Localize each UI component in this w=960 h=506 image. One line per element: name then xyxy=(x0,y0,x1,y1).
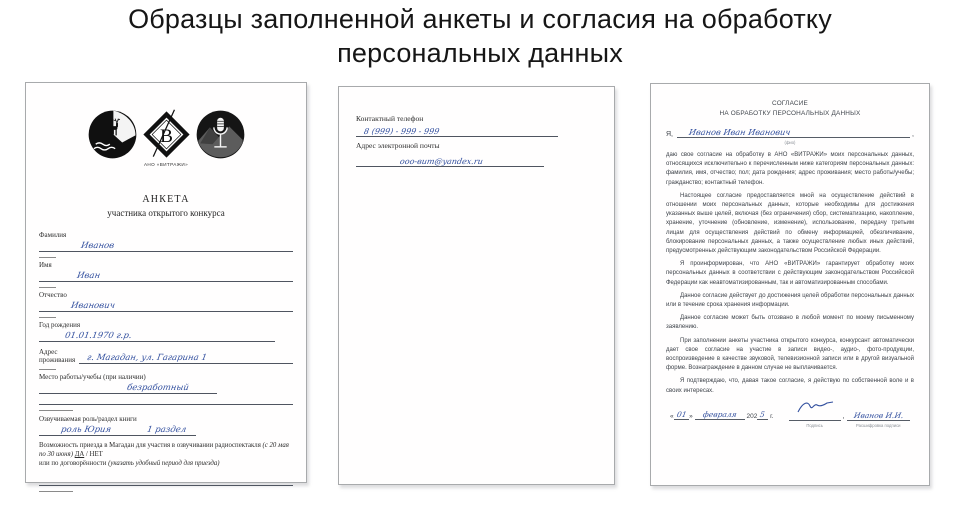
scan-dash xyxy=(39,314,56,318)
consent-paragraph: При заполнении анкеты участника открытого конкурса, конкурсант автоматически дает свое согласие на участие в записи видео-, аудио-, фото-продукции, воспроизведение в качестве звуковой, телевизионной записи или в другой визуальной форме. Вознаграждение в данном случае не выплачивается. xyxy=(666,337,914,372)
field-line xyxy=(356,124,558,137)
phone-label: Контактный телефон xyxy=(356,114,424,123)
field-address: Адрес проживания г. Магадан, ул. Гагарина 1 xyxy=(39,348,293,370)
field-line xyxy=(39,424,196,436)
field-line xyxy=(39,300,293,312)
page-title xyxy=(0,2,960,70)
field-surname: Фамилия Иванов xyxy=(39,231,293,258)
handwritten-role: роль Юрия xyxy=(60,425,112,435)
consent-paragraph: Настоящее согласие предоставляется мной на осуществление действий в отношении моих персональных данных, которые необходимы для достижения указанных выше целей, включая (без ограничения) сбор, систематизацию, накопление, хранение, уточнение (обновление, изменение), использование, передачу третьим лицам для осуществления действий по обмену информацией, обезличивание, блокирование персональных данных, а также осуществление любых иных действий, предусмотренных действующим законодательством Российской Федерации. xyxy=(666,192,914,255)
field-role: Озвучиваемая роль/раздел книги роль Юрия 1 раздел xyxy=(39,415,293,436)
scan-dash xyxy=(39,407,73,411)
questionnaire-fields xyxy=(26,231,306,492)
handwritten-name: Иван xyxy=(76,271,101,281)
questionnaire-heading xyxy=(26,194,306,218)
field-line xyxy=(39,382,217,394)
handwritten-section: 1 раздел xyxy=(146,425,187,435)
signature-block: Подпись , Иванов И.И. Расшифровка подписи xyxy=(789,405,910,428)
signature-flourish xyxy=(796,400,834,420)
scan-dash xyxy=(39,366,56,370)
handwritten-day: 01 xyxy=(674,410,690,420)
handwritten-email: ооо-вит@yandex.ru xyxy=(399,157,484,166)
scan-dash xyxy=(39,284,56,288)
svg-text:В: В xyxy=(159,126,173,148)
answer-no: НЕТ xyxy=(89,451,103,458)
page-title-line1: Образцы заполненной анкеты и согласия на обработку xyxy=(128,4,832,34)
blank-line xyxy=(39,475,293,486)
field-work: Место работы/учебы (при наличии) безработный xyxy=(39,373,293,411)
field-line xyxy=(39,240,293,252)
questionnaire-title: АНКЕТА xyxy=(142,194,190,205)
microphone-logo xyxy=(194,108,247,161)
contact-fields xyxy=(339,87,614,167)
handwritten-patronymic: Иванович xyxy=(70,301,116,311)
consent-content xyxy=(651,84,929,428)
consent-name-line: Я, Иванов Иван Иванович , xyxy=(666,127,914,138)
field-line xyxy=(79,352,293,364)
signature-name-column xyxy=(847,405,910,428)
vitrazhi-logo-block xyxy=(140,108,193,167)
signature-name-line xyxy=(847,405,910,421)
answer-yes: ДА xyxy=(74,451,85,458)
handwritten-month: февраля xyxy=(695,410,745,420)
handwritten-birth-year: 01.01.1970 г.р. xyxy=(64,331,133,341)
fio-caption: (фио) xyxy=(784,140,796,145)
org-caption: АНО «ВИТРАЖИ» xyxy=(143,162,189,167)
questionnaire-subtitle: участника открытого конкурса xyxy=(107,208,225,218)
consent-paragraph: Я проинформирован, что АНО «ВИТРАЖИ» гарантирует обработку моих персональных данных в соответствии с действующим законодательством Российской Федерации как неавтоматизированным, так и автоматизированным способами. xyxy=(666,261,914,286)
handwritten-phone: 8 (999) - 999 - 999 xyxy=(363,127,441,136)
handwritten-signature-name: Иванов И.И. xyxy=(852,410,904,420)
name-prefix: Я, xyxy=(666,131,673,138)
field-line xyxy=(39,330,275,342)
consent-paragraph: Я подтверждаю, что, давая такое согласие, я действую по собственной воле и в своих интересах. xyxy=(666,378,914,394)
consent-paragraph: Данное согласие может быть отозвано в любой момент по моему письменному заявлению. xyxy=(666,315,914,331)
field-patronymic: Отчество Иванович xyxy=(39,291,293,318)
consent-body xyxy=(666,151,914,396)
consent-scan[interactable] xyxy=(650,83,930,486)
signature-caption: Подпись xyxy=(806,422,823,428)
vitrazhi-diamond-logo xyxy=(140,108,193,161)
scan-dash xyxy=(39,488,73,492)
signature-column xyxy=(789,405,841,428)
handwritten-fullname: Иванов Иван Иванович xyxy=(688,127,792,137)
field-line xyxy=(39,270,293,282)
field-line xyxy=(356,154,544,167)
regional-emblem-logo xyxy=(86,108,139,161)
field-birth-year: Год рождения 01.01.1970 г.р. xyxy=(39,321,293,342)
page-title-line2: персональных данных xyxy=(337,38,623,68)
travel-note: Возможность приезда в Магадан для участия в озвучивании радиоспектакля (с 20 мая по 30 июня) ДА / НЕТ или по договорённости (указать удобный период для приезда) xyxy=(39,442,289,467)
scan-dash xyxy=(39,254,56,258)
signature-line xyxy=(789,405,841,421)
handwritten-work: безработный xyxy=(126,383,190,393)
signature-name-caption: Расшифровка подписи xyxy=(856,422,901,428)
consent-footer xyxy=(666,405,914,428)
questionnaire-scan[interactable] xyxy=(25,82,307,483)
logo-row xyxy=(26,108,306,174)
consent-paragraph: даю свое согласие на обработку в АНО «ВИТРАЖИ» моих персональных данных, относящихся исключительно к перечисленным ниже категориям персональных данных: фамилия, имя, отчество; пол; дата рождения; адрес проживания; место работы/учебы; гражданство; контактный телефон. xyxy=(666,152,914,186)
contacts-page-scan[interactable] xyxy=(338,86,615,485)
handwritten-surname: Иванов xyxy=(80,241,115,251)
consent-heading: СОГЛАСИЕ НА ОБРАБОТКУ ПЕРСОНАЛЬНЫХ ДАННЫХ xyxy=(719,100,861,117)
handwritten-address: г. Магадан, ул. Гагарина 1 xyxy=(86,353,208,363)
blank-line xyxy=(39,394,293,405)
field-line xyxy=(677,126,910,138)
consent-paragraph: Данное согласие действует до достижения целей обработки персональных данных или в течение срока хранения информации. xyxy=(666,292,914,309)
handwritten-year-digit: 5 xyxy=(757,410,768,420)
date-line: « 01 » февраля 202 5 г. xyxy=(670,409,774,420)
email-label: Адрес электронной почты xyxy=(356,141,440,150)
field-name: Имя Иван xyxy=(39,261,293,288)
